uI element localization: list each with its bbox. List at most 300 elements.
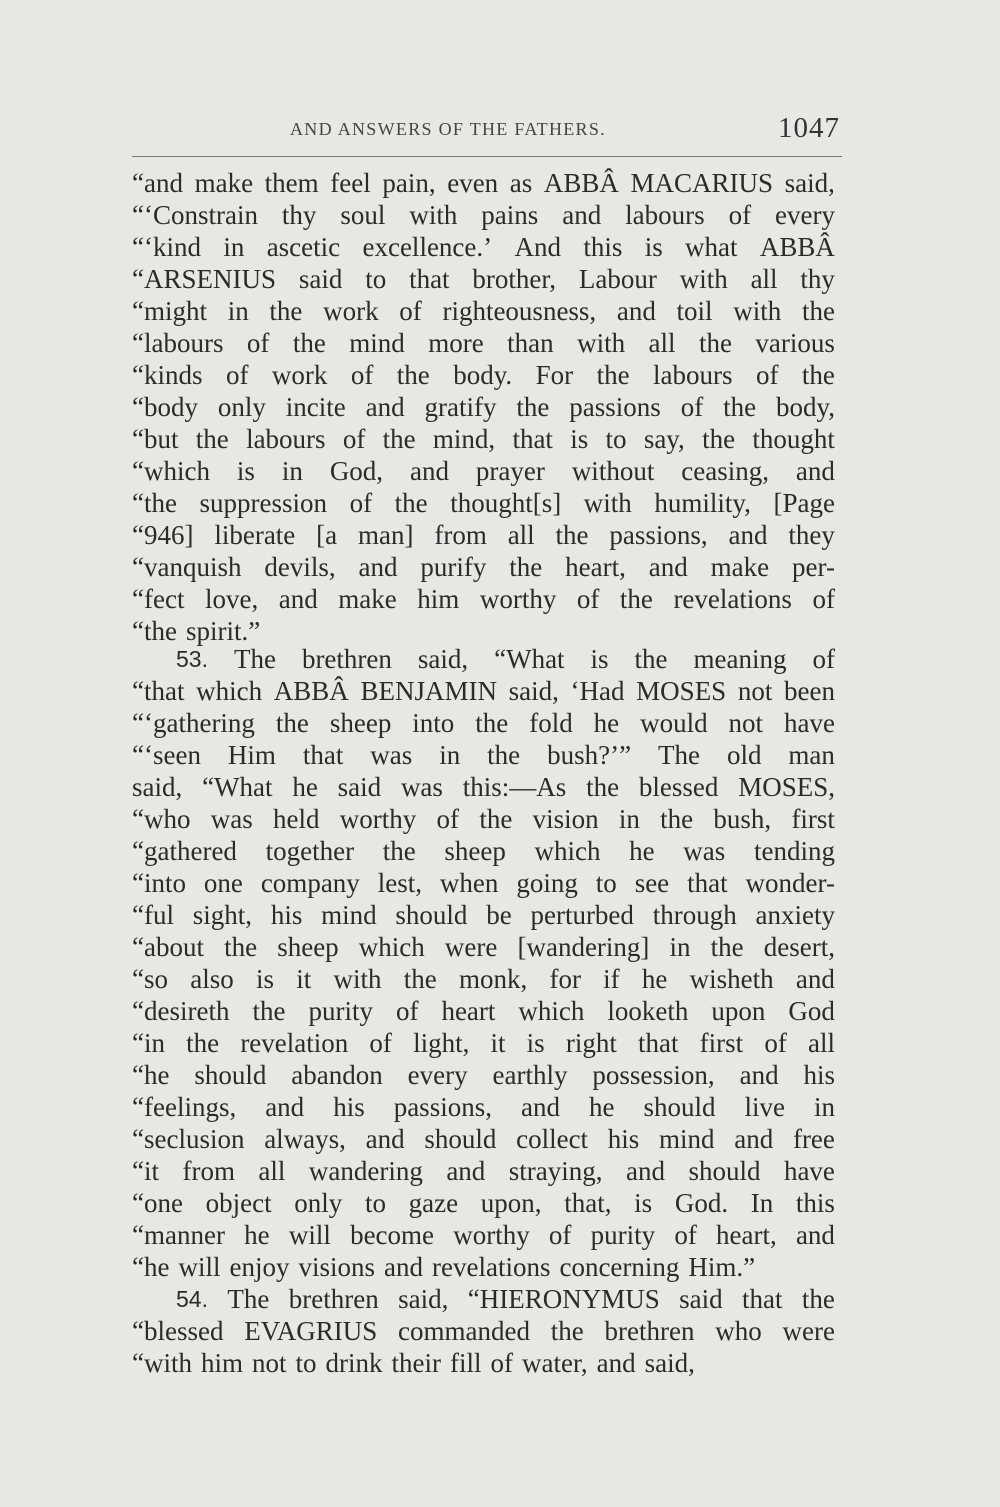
word: will xyxy=(288,1220,331,1250)
word: purity xyxy=(590,1220,656,1250)
word: every xyxy=(775,200,835,230)
text-line xyxy=(132,900,835,931)
word: vision xyxy=(532,804,599,834)
word: light, xyxy=(413,1028,470,1058)
word: feel xyxy=(330,168,371,198)
text-line xyxy=(132,520,835,551)
word: BENJAMIN xyxy=(360,676,497,706)
word: commanded xyxy=(398,1316,530,1346)
word: wisheth xyxy=(689,964,774,994)
word: wonder- xyxy=(745,868,835,898)
word: said, xyxy=(398,1284,449,1314)
word: of xyxy=(342,424,366,454)
word: brother, xyxy=(472,264,557,294)
word: the xyxy=(801,1284,835,1314)
word: the xyxy=(710,932,744,962)
word: fill xyxy=(450,1348,482,1378)
word: liberate xyxy=(214,520,296,550)
word: “‘kind xyxy=(132,232,201,262)
text-line xyxy=(132,360,835,391)
word: was xyxy=(370,740,413,770)
word: the xyxy=(509,552,543,582)
word: “blessed xyxy=(132,1316,224,1346)
word: the xyxy=(292,328,326,358)
word: from xyxy=(434,520,487,550)
word: he xyxy=(244,1220,270,1250)
word: ABBÂ xyxy=(273,676,349,706)
word: the xyxy=(252,996,286,1026)
word: “in xyxy=(132,1028,165,1058)
word: say, xyxy=(643,424,685,454)
word: the xyxy=(555,520,589,550)
word: labours xyxy=(625,200,705,230)
word: “about xyxy=(132,932,204,962)
word: MOSES xyxy=(636,676,727,706)
word: The xyxy=(227,1284,270,1314)
word: more xyxy=(428,328,484,358)
text-line xyxy=(132,264,835,295)
text-line xyxy=(132,1316,835,1347)
word: of xyxy=(728,200,752,230)
word: the xyxy=(382,424,416,454)
word: “he xyxy=(132,1252,170,1282)
word: into xyxy=(412,708,455,738)
word: their xyxy=(391,1348,442,1378)
word: and xyxy=(446,1156,486,1186)
word: of xyxy=(680,392,704,422)
word: and xyxy=(278,584,318,614)
word: this xyxy=(583,232,623,262)
word: “‘Constrain xyxy=(132,200,258,230)
word: thy xyxy=(800,264,835,294)
word: company xyxy=(260,868,360,898)
word: bush?’” xyxy=(547,740,632,770)
word: ceasing, xyxy=(681,456,769,486)
word: which xyxy=(518,996,585,1026)
word: 54. xyxy=(176,1286,208,1312)
word: said xyxy=(679,1284,723,1314)
word: thought xyxy=(752,424,835,454)
word: MACARIUS xyxy=(630,168,774,198)
word: is xyxy=(255,964,274,994)
word: soul xyxy=(340,200,386,230)
word: labours xyxy=(653,360,733,390)
text-line xyxy=(132,772,835,803)
word: said, xyxy=(508,676,559,706)
word: said, xyxy=(644,1348,695,1378)
word: “manner xyxy=(132,1220,225,1250)
text-line xyxy=(132,708,835,739)
word: of xyxy=(349,488,373,518)
word: God xyxy=(788,996,835,1026)
word: wandering xyxy=(308,1156,423,1186)
text-line xyxy=(132,616,835,647)
word: make xyxy=(194,168,254,198)
word: various xyxy=(755,328,835,358)
word: object xyxy=(205,1188,272,1218)
text-line xyxy=(132,932,835,963)
word: they xyxy=(788,520,835,550)
word: in xyxy=(227,296,249,326)
word: have xyxy=(784,708,835,738)
word: said, xyxy=(784,168,835,198)
word: “labours xyxy=(132,328,224,358)
word: “fect xyxy=(132,584,185,614)
word: which xyxy=(358,932,425,962)
word: heart, xyxy=(716,1220,777,1250)
word: worthy xyxy=(479,584,557,614)
word: and xyxy=(520,1092,560,1122)
text-line xyxy=(132,804,835,835)
word: of xyxy=(369,1028,392,1058)
word: prayer xyxy=(475,456,545,486)
word: not xyxy=(737,676,773,706)
word: for xyxy=(549,964,581,994)
word: without xyxy=(571,456,655,486)
word: of xyxy=(490,1348,514,1378)
word: only xyxy=(294,1188,343,1218)
word: the xyxy=(195,424,229,454)
word: who xyxy=(715,1316,762,1346)
word: that xyxy=(512,424,553,454)
word: God. xyxy=(674,1188,729,1218)
word: concerning xyxy=(559,1252,680,1282)
word: the xyxy=(275,708,309,738)
word: man xyxy=(788,740,835,770)
word: “he xyxy=(132,1060,170,1090)
word: said, xyxy=(417,644,469,674)
text-line xyxy=(132,328,835,359)
word: [a xyxy=(316,520,338,550)
word: mind xyxy=(349,328,405,358)
word: of xyxy=(755,360,779,390)
text-line xyxy=(132,996,835,1027)
word: God, xyxy=(329,456,384,486)
word: passions, xyxy=(609,520,708,550)
word: his xyxy=(607,1124,640,1154)
word: which xyxy=(196,676,263,706)
word: even xyxy=(447,168,499,198)
word: his xyxy=(270,900,303,930)
word: and xyxy=(795,964,835,994)
word: thy xyxy=(281,200,317,230)
word: mind, xyxy=(432,424,496,454)
word: “gathered xyxy=(132,836,237,866)
word: of xyxy=(225,360,249,390)
word: purity xyxy=(308,996,373,1026)
word: gaze xyxy=(408,1188,459,1218)
word: to xyxy=(364,1188,386,1218)
word: “ARSENIUS xyxy=(132,264,277,294)
word: per- xyxy=(792,552,835,582)
word: body, xyxy=(775,392,835,422)
word: 53. xyxy=(176,646,208,672)
word: brethren xyxy=(301,644,392,674)
word: said xyxy=(337,772,382,802)
word: humility, xyxy=(654,488,751,518)
word: of xyxy=(395,996,419,1026)
word: collect xyxy=(516,1124,589,1154)
word: as xyxy=(509,168,533,198)
word: him xyxy=(417,584,460,614)
word: “the xyxy=(132,488,177,518)
word: of xyxy=(576,584,600,614)
word: And xyxy=(514,232,561,262)
word: is xyxy=(570,424,589,454)
word: abandon xyxy=(291,1060,383,1090)
word: and xyxy=(739,1060,779,1090)
word: gratify xyxy=(424,392,497,422)
text-line xyxy=(132,296,835,327)
word: mind xyxy=(321,900,377,930)
word: and xyxy=(795,456,835,486)
word: labours xyxy=(246,424,326,454)
word: the xyxy=(475,708,509,738)
word: the xyxy=(586,772,620,802)
word: every xyxy=(407,1060,468,1090)
word: and xyxy=(365,1124,405,1154)
word: enjoy xyxy=(229,1252,290,1282)
word: the xyxy=(596,360,630,390)
word: he xyxy=(588,1092,615,1122)
text-line xyxy=(132,392,835,423)
word: not xyxy=(728,708,764,738)
word: pains xyxy=(481,200,539,230)
word: not xyxy=(252,1348,287,1378)
word: this:—As xyxy=(462,772,567,802)
word: “HIERONYMUS xyxy=(467,1284,660,1314)
word: right xyxy=(565,1028,617,1058)
word: that xyxy=(638,1028,679,1058)
word: of xyxy=(812,584,835,614)
text-line xyxy=(132,168,835,199)
text-line xyxy=(132,1028,835,1059)
word: Him xyxy=(227,740,276,770)
word: lest, xyxy=(377,868,422,898)
word: heart xyxy=(441,996,496,1026)
word: desert, xyxy=(763,932,835,962)
word: sheep xyxy=(444,836,506,866)
word: and xyxy=(728,520,768,550)
word: brethren xyxy=(604,1316,695,1346)
word: “into xyxy=(132,868,186,898)
text-line xyxy=(132,868,835,899)
word: “with xyxy=(132,1348,192,1378)
word: “kinds xyxy=(132,360,203,390)
word: “the xyxy=(132,616,177,646)
word: “seclusion xyxy=(132,1124,245,1154)
word: “ful xyxy=(132,900,174,930)
text-line xyxy=(132,836,835,867)
word: man] xyxy=(358,520,414,550)
word: “946] xyxy=(132,520,194,550)
word: Him.” xyxy=(688,1252,756,1282)
word: the xyxy=(382,836,416,866)
word: become xyxy=(350,1220,435,1250)
word: and xyxy=(384,1252,423,1282)
word: of xyxy=(764,1028,787,1058)
word: free xyxy=(792,1124,835,1154)
word: see xyxy=(634,868,670,898)
word: “which xyxy=(132,456,210,486)
word: “‘seen xyxy=(132,740,201,770)
word: with xyxy=(733,296,782,326)
word: if xyxy=(603,964,620,994)
word: and xyxy=(365,392,405,422)
word: “so xyxy=(132,964,168,994)
word: was xyxy=(400,772,443,802)
word: he xyxy=(629,836,655,866)
word: said xyxy=(298,264,343,294)
word: make xyxy=(338,584,397,614)
word: heart, xyxy=(565,552,626,582)
word: work xyxy=(271,360,328,390)
word: all xyxy=(258,1156,286,1186)
word: and xyxy=(358,552,398,582)
word: will xyxy=(178,1252,221,1282)
word: them xyxy=(264,168,319,198)
word: of xyxy=(812,644,835,674)
word: the xyxy=(479,804,513,834)
word: In xyxy=(750,1188,774,1218)
word: and xyxy=(596,1348,636,1378)
word: only xyxy=(217,392,266,422)
word: revelation xyxy=(240,1028,349,1058)
word: “What xyxy=(202,772,273,802)
word: when xyxy=(439,868,499,898)
word: and xyxy=(265,1092,305,1122)
word: all xyxy=(750,264,778,294)
word: “feelings, xyxy=(132,1092,237,1122)
word: and xyxy=(734,1124,774,1154)
word: have xyxy=(783,1156,835,1186)
word: also xyxy=(190,964,234,994)
word: For xyxy=(535,360,574,390)
text-line xyxy=(132,488,835,519)
word: him xyxy=(201,1348,244,1378)
word: the xyxy=(801,296,835,326)
word: to xyxy=(595,868,617,898)
word: water, xyxy=(522,1348,588,1378)
text-line xyxy=(132,1220,835,1251)
word: live xyxy=(744,1092,785,1122)
text-line xyxy=(132,1348,835,1379)
text-line xyxy=(132,1092,835,1123)
word: that xyxy=(687,868,728,898)
word: would xyxy=(640,708,708,738)
word: meaning xyxy=(693,644,787,674)
word: the xyxy=(702,424,736,454)
word: the xyxy=(516,392,550,422)
text-line xyxy=(132,424,835,455)
word: which xyxy=(534,836,601,866)
word: ABBÂ xyxy=(543,168,619,198)
word: visions xyxy=(298,1252,376,1282)
word: worthy xyxy=(339,804,417,834)
word: is xyxy=(526,1028,545,1058)
word: revelations xyxy=(673,584,792,614)
word: and xyxy=(410,456,449,486)
word: in xyxy=(669,932,691,962)
word: to xyxy=(295,1348,317,1378)
word: than xyxy=(507,328,554,358)
word: all xyxy=(807,1028,835,1058)
word: of xyxy=(350,360,374,390)
word: said, xyxy=(132,772,183,802)
word: all xyxy=(648,328,676,358)
word: his xyxy=(333,1092,365,1122)
word: what xyxy=(685,232,738,262)
word: going xyxy=(516,868,578,898)
word: “who xyxy=(132,804,191,834)
word: spirit.” xyxy=(185,616,261,646)
text-line xyxy=(132,1156,835,1187)
text-line xyxy=(132,552,835,583)
word: the xyxy=(801,360,835,390)
word: work xyxy=(323,296,379,326)
word: is xyxy=(634,1188,653,1218)
word: perturbed xyxy=(530,900,634,930)
word: with xyxy=(577,328,626,358)
word: ‘Had xyxy=(570,676,625,706)
word: and xyxy=(562,200,602,230)
word: of xyxy=(674,1220,697,1250)
word: fold xyxy=(529,708,573,738)
word: “What xyxy=(494,644,565,674)
word: from xyxy=(182,1156,235,1186)
word: through xyxy=(652,900,737,930)
word: that xyxy=(302,740,344,770)
word: the xyxy=(224,932,258,962)
word: upon xyxy=(711,996,766,1026)
word: “desireth xyxy=(132,996,230,1026)
word: the xyxy=(403,964,437,994)
word: “vanquish xyxy=(132,552,242,582)
word: toil xyxy=(676,296,713,326)
word: and xyxy=(648,552,688,582)
word: in xyxy=(281,456,303,486)
word: upon, xyxy=(480,1188,542,1218)
word: “one xyxy=(132,1188,183,1218)
word: tending xyxy=(753,836,835,866)
word: incite xyxy=(285,392,346,422)
word: is xyxy=(644,232,663,262)
word: the xyxy=(550,1316,584,1346)
word: blessed xyxy=(638,772,719,802)
word: was xyxy=(210,804,253,834)
word: passions, xyxy=(393,1092,492,1122)
word: that, xyxy=(564,1188,612,1218)
word: to xyxy=(605,424,627,454)
word: with xyxy=(679,264,728,294)
word: Labour xyxy=(578,264,657,294)
word: old xyxy=(726,740,762,770)
word: one xyxy=(203,868,243,898)
word: should xyxy=(395,900,468,930)
word: righteousness, xyxy=(442,296,597,326)
word: sight, xyxy=(192,900,253,930)
word: “‘gathering xyxy=(132,708,255,738)
text-line xyxy=(132,1124,835,1155)
text-line xyxy=(132,456,835,487)
word: sheep xyxy=(277,932,339,962)
word: with xyxy=(333,964,382,994)
word: the xyxy=(269,296,303,326)
text-line xyxy=(132,1060,835,1091)
text-line xyxy=(132,1188,835,1219)
word: EVAGRIUS xyxy=(244,1316,378,1346)
word: and xyxy=(616,296,656,326)
